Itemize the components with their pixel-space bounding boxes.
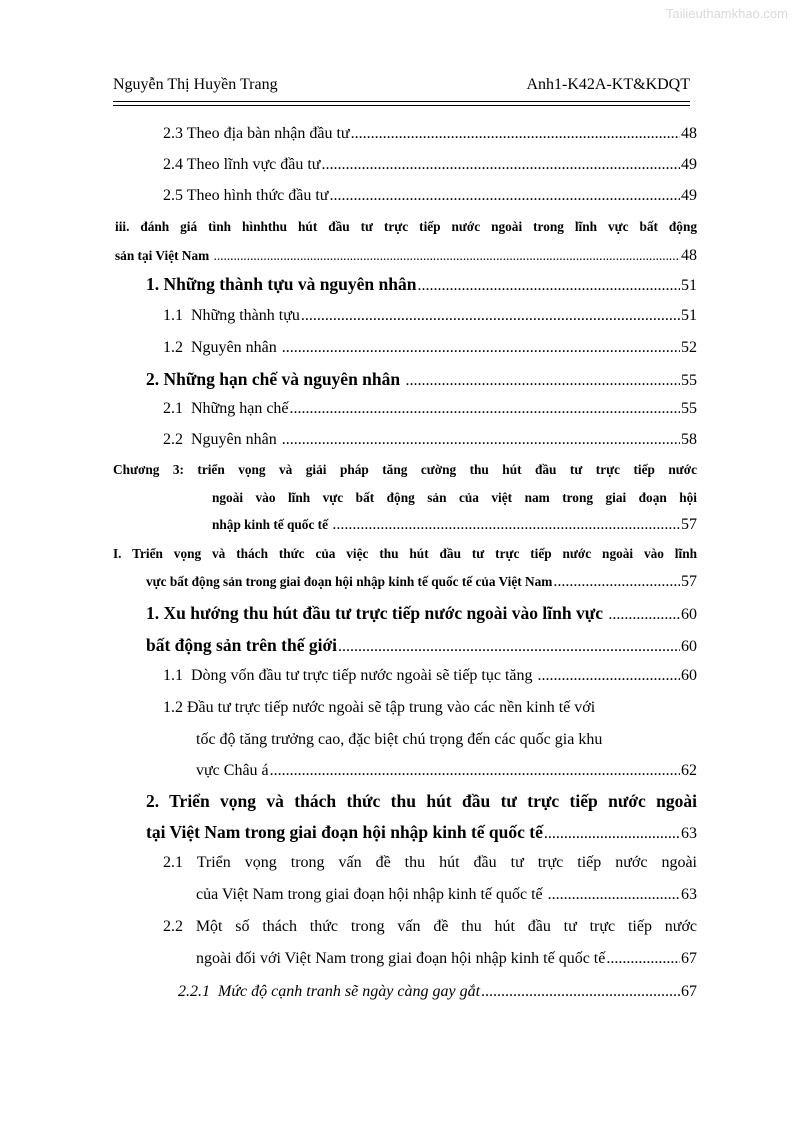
header-rule-thin	[113, 105, 690, 106]
dot-leader	[270, 762, 680, 780]
dot-leader	[606, 950, 680, 968]
toc-entry: vực Châu á ..... 62	[196, 762, 697, 780]
toc-page: 63	[681, 886, 697, 903]
dot-leader	[282, 431, 680, 449]
toc-entry: 2.4 Theo lĩnh vực đầu tư ..... 49	[163, 156, 697, 174]
dot-leader	[290, 400, 680, 418]
toc-entry: tại Việt Nam trong giai đoạn hội nhập kinh tế quốc tế ..... 63	[146, 822, 697, 843]
dot-leader	[338, 638, 680, 656]
toc-page: 57	[681, 516, 697, 533]
toc-entry: 2.1 Những hạn chế ..... 55	[163, 400, 697, 418]
dot-leader	[544, 825, 680, 843]
toc-page: 55	[681, 400, 697, 417]
dot-leader	[406, 372, 680, 390]
dot-leader	[417, 277, 680, 295]
toc-entry: vực bất động sản trong giai đoạn hội nhập kinh tế quốc tế của Việt Nam ..... 57	[146, 573, 697, 591]
toc-page: 60	[681, 606, 697, 623]
toc-entry-text: 2.2 Một số thách thức trong vấn đề thu hút đầu tư trực tiếp nước	[163, 918, 697, 935]
toc-page: 60	[681, 638, 697, 655]
toc-entry: 1.1 Những thành tựu ..... 51	[163, 307, 697, 325]
toc-section-heading: iii. đánh giá tình hìnhthu hút đầu tư trực tiếp nước ngoài trong lĩnh vực bất động	[115, 219, 697, 234]
toc-entry-text: tốc độ tăng trưởng cao, đặc biệt chú trọng đến các quốc gia khu	[196, 731, 603, 748]
toc-entry: nhập kinh tế quốc tế ..... 57	[212, 516, 697, 534]
toc-page: 60	[681, 667, 697, 684]
toc-entry: 1.1 Dòng vốn đầu tư trực tiếp nước ngoài sẽ tiếp tục tăng ..... 60	[163, 667, 697, 685]
toc-page: 52	[681, 339, 697, 356]
header-rule-thick	[113, 101, 690, 102]
dot-leader	[608, 606, 680, 624]
toc-page: 51	[681, 277, 697, 294]
dot-leader	[548, 886, 680, 904]
toc-entry: 2.5 Theo hình thức đầu tư ..... 49	[163, 187, 697, 205]
dot-leader	[329, 187, 680, 205]
toc-chapter-heading-cont: ngoài vào lĩnh vực bất động sản của việt nam trong giai đoạn hội	[212, 490, 697, 505]
dot-leader	[538, 667, 680, 685]
toc-page: 58	[681, 431, 697, 448]
toc-page: 67	[681, 950, 697, 967]
toc-entry-text: 1.2 Đầu tư trực tiếp nước ngoài sẽ tập trung vào các nền kinh tế với	[163, 699, 596, 716]
class-code: Anh1-K42A-KT&KDQT	[526, 76, 690, 93]
toc-section-heading: I. Triển vọng và thách thức của việc thu hút đầu tư trực tiếp nước ngoài vào lĩnh	[113, 546, 697, 561]
toc-entry: của Việt Nam trong giai đoạn hội nhập kinh tế quốc tế ..... 63	[196, 886, 697, 904]
toc-entry: sản tại Việt Nam ..... 48	[115, 247, 697, 265]
dot-leader	[351, 125, 680, 143]
toc-page: 62	[681, 762, 697, 779]
toc-entry: ngoài đối với Việt Nam trong giai đoạn hội nhập kinh tế quốc tế ..... 67	[196, 950, 697, 968]
dot-leader	[553, 573, 680, 591]
toc-page: 49	[681, 187, 697, 204]
toc-page: 48	[681, 125, 697, 142]
toc-entry: 1. Những thành tựu và nguyên nhân ..... 51	[146, 274, 697, 295]
toc-page: 67	[681, 983, 697, 1000]
toc-entry-text: 2.1 Triển vọng trong vấn đề thu hút đầu tư trực tiếp nước ngoài	[163, 854, 697, 871]
author-name: Nguyễn Thị Huyền Trang	[113, 76, 278, 93]
toc-entry: 2.2.1 Mức độ cạnh tranh sẽ ngày càng gay gắt ..... 67	[178, 983, 697, 1001]
toc-entry: bất động sản trên thế giới ..... 60	[146, 635, 697, 656]
toc-entry: 2.2 Nguyên nhân ..... 58	[163, 431, 697, 449]
toc-entry: 2.3 Theo địa bàn nhận đầu tư ..... 48	[163, 125, 697, 143]
toc-page: 48	[681, 247, 697, 264]
dot-leader	[481, 983, 680, 1001]
toc-page: 51	[681, 307, 697, 324]
toc-page: 57	[681, 573, 697, 590]
toc-page: 55	[681, 372, 697, 389]
toc-entry: 1. Xu hướng thu hút đầu tư trực tiếp nước ngoài vào lĩnh vực ..... 60	[146, 603, 697, 624]
page-header	[113, 76, 690, 94]
toc-entry: 2. Những hạn chế và nguyên nhân ..... 55	[146, 369, 697, 390]
toc-entry-text: 2. Triển vọng và thách thức thu hút đầu tư trực tiếp nước ngoài	[146, 791, 697, 811]
dot-leader	[332, 516, 680, 534]
toc-chapter-heading: Chương 3: triển vọng và giải pháp tăng cường thu hút đầu tư trực tiếp nước	[113, 462, 697, 477]
dot-leader	[214, 248, 680, 264]
toc-page: 49	[681, 156, 697, 173]
dot-leader	[321, 156, 680, 174]
dot-leader	[282, 339, 680, 357]
toc-page: 63	[681, 825, 697, 842]
toc-entry: 1.2 Nguyên nhân ..... 52	[163, 339, 697, 357]
dot-leader	[301, 307, 680, 325]
watermark: Tailieuthamkhao.com	[665, 6, 788, 21]
